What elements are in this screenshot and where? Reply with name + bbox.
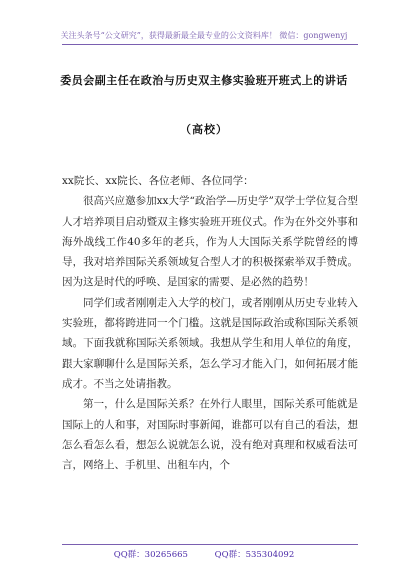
body-paragraph: 同学们或者刚刚走入大学的校门，或者刚刚从历史专业转入实验班，都将跨进同一个门槛。这就是国际政治或称国际关系领域。下面我就称国际关系领域。我想从学生和用人单位的角度，跟大家聊聊什么是国际关系，怎么学习才能入门，如何拓展才能成才。不当之处请指教。 [62,296,358,390]
salutation-paragraph: xx院长、xx院长、各位老师、各位同学： [62,175,254,187]
footer-divider [62,544,358,545]
body-paragraph: 很高兴应邀参加xx大学“政治学—历史学”双学士学位复合型人才培养项目启动暨双主修实验班开班仪式。作为在外交外事和海外战线工作40多年的老兵，作为人大国际关系学院曾经的博导，我对培养国际关系领域复合型人才的积极探索举双手赞成。因为这是时代的呼唤、是国家的需要、是必然的趋势！ [62,195,358,289]
body-paragraph: 第一，什么是国际关系？在外行人眼里，国际关系可能就是国际上的人和事，对国际时事新闻，谁都可以有自己的看法，想怎么看怎么看，想怎么说就怎么说，没有绝对真理和权威看法可言，网络上、手机里、出租车内，个 [62,398,358,472]
header-banner: 关注头条号“公文研究”，获得最新最全最专业的公文资料库！ 微信：gongwenyj [60,31,348,40]
document-body [62,171,358,475]
document-subtitle: （高校） [180,123,228,136]
footer-qq-group-2: QQ群：535304092 [214,550,295,560]
header-divider [62,44,358,45]
document-title: 委员会副主任在政治与历史双主修实验班开班式上的讲话 [60,74,348,87]
footer-qq-group-1: QQ群：30265665 [113,550,188,560]
footer-contacts [0,548,408,560]
